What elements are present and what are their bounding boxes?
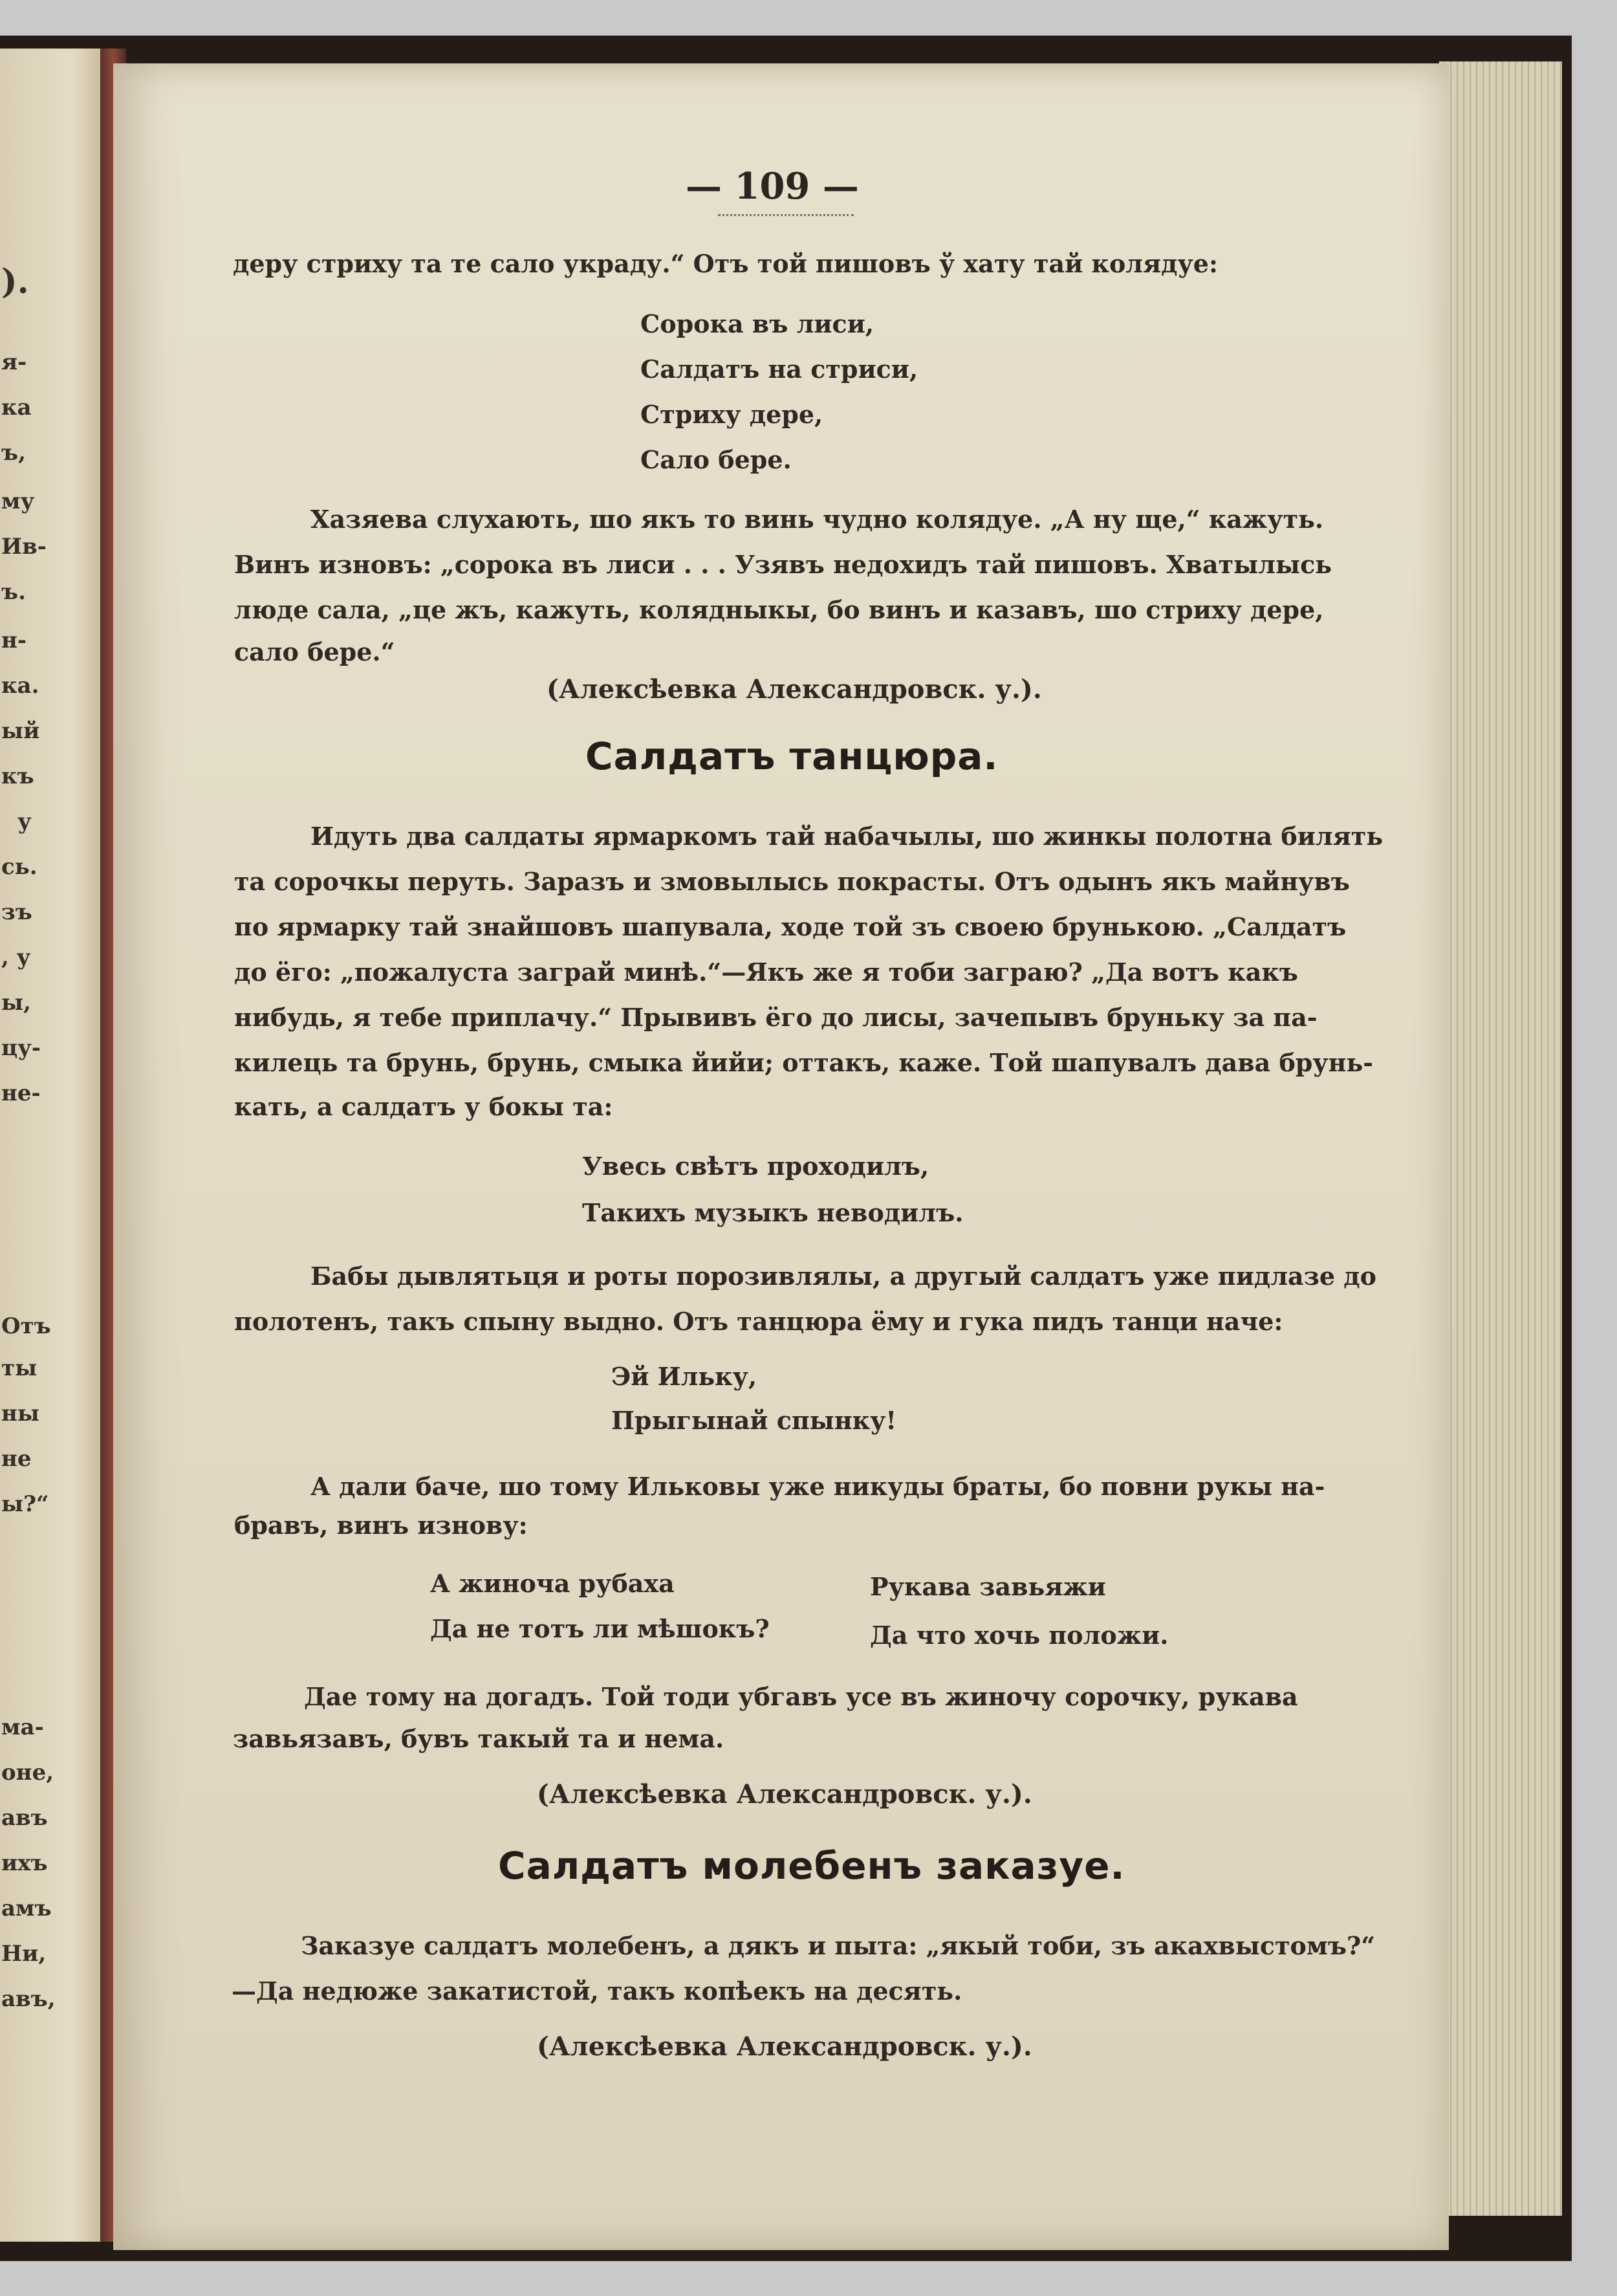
left-page-fragment: ны bbox=[1, 1401, 39, 1427]
verse-line: Рукава завьяжи bbox=[870, 1572, 1106, 1601]
text-line: деру стриху та те сало украду.“ Отъ той пишовъ ў хату тай колядуе: bbox=[233, 249, 1219, 278]
source-citation: (Алексѣевка Александровск. у.). bbox=[537, 1779, 1032, 1809]
text-line: нибудь, я тебе приплачу.“ Прывивъ ёго до лисы, зачепывъ бруньку за па- bbox=[234, 1003, 1318, 1032]
left-page-fragment: у bbox=[17, 809, 32, 835]
page-number: — 109 — bbox=[686, 165, 859, 208]
left-page-fragment: ъ, bbox=[1, 440, 26, 466]
text-line: полотенъ, такъ спыну выдно. Отъ танцюра ёму и гука пидъ танци наче: bbox=[234, 1307, 1283, 1336]
text-line: бравъ, винъ изнову: bbox=[234, 1511, 528, 1540]
source-citation: (Алексѣевка Александровск. у.). bbox=[547, 674, 1042, 705]
text-line: люде сала, „це жъ, кажуть, колядныкы, бо винъ и казавъ, шо стриху дере, bbox=[234, 595, 1324, 624]
left-page-fragment: авъ bbox=[1, 1805, 48, 1831]
left-page-fragment: ма- bbox=[1, 1714, 44, 1740]
left-page-fragment: не bbox=[1, 1446, 32, 1472]
text-line: по ярмарку тай знайшовъ шапувала, ходе той зъ своею брунькою. „Салдатъ bbox=[234, 912, 1347, 941]
left-page-fragment: ка bbox=[1, 395, 32, 421]
page-number-rule bbox=[718, 210, 854, 216]
verse-line: Да что хочь положи. bbox=[870, 1621, 1169, 1650]
left-page-fragment: ъ. bbox=[1, 579, 26, 605]
text-line: —Да недюже закатистой, такъ копѣекъ на десять. bbox=[232, 1976, 962, 2006]
text-line: Идуть два салдаты ярмаркомъ тай набачылы, шо жинкы полотна билять bbox=[310, 822, 1384, 851]
text-line: Дае тому на догадъ. Той тоди убгавъ усе въ жиночу сорочку, рукава bbox=[304, 1682, 1298, 1711]
verse-line: Сорока въ лиси, bbox=[640, 309, 874, 338]
text-line: Заказуе салдатъ молебенъ, а дякъ и пыта: „якый тоби, зъ акахвыстомъ?“ bbox=[301, 1931, 1376, 1960]
left-page-fragment: зъ bbox=[1, 899, 32, 925]
source-citation: (Алексѣевка Александровск. у.). bbox=[537, 2031, 1032, 2062]
text-line: Винъ изновъ: „сорока въ лиси . . . Узявъ недохидъ тай пишовъ. Хватылысь bbox=[234, 550, 1332, 579]
left-page-fragment: цу- bbox=[1, 1035, 41, 1061]
verse-line: Такихъ музыкъ неводилъ. bbox=[582, 1198, 964, 1227]
section-heading: Салдатъ танцюра. bbox=[585, 734, 999, 778]
left-page-fragment: ихъ bbox=[1, 1850, 48, 1876]
text-line: сало бере.“ bbox=[234, 637, 395, 666]
left-page-fragment: ый bbox=[1, 718, 40, 744]
verse-line: Да не тотъ ли мѣшокъ? bbox=[430, 1614, 770, 1643]
verse-line: Прыгынай спынку! bbox=[611, 1406, 897, 1435]
left-page-fragment: оне, bbox=[1, 1760, 54, 1786]
left-page-fragment: сь. bbox=[1, 854, 38, 880]
verse-line: Увесь свѣтъ проходилъ, bbox=[582, 1152, 929, 1181]
verse-line: Стриху дере, bbox=[640, 400, 823, 429]
text-line: та сорочкы перуть. Заразъ и змовылысь покрасты. Отъ одынъ якъ майнувъ bbox=[234, 867, 1350, 896]
text-line: Бабы дывлятьця и роты порозивлялы, а другый салдатъ уже пидлазе до bbox=[310, 1262, 1376, 1291]
left-page-fragment: му bbox=[1, 488, 35, 514]
left-page-fragment: ка. bbox=[1, 673, 39, 699]
left-page-fragment: ). bbox=[1, 262, 29, 301]
left-page-fragment: Ив- bbox=[1, 534, 47, 560]
left-page-fragment: Отъ bbox=[1, 1313, 51, 1339]
left-page-fragment: амъ bbox=[1, 1896, 52, 1921]
left-page-fragment: н- bbox=[1, 628, 27, 653]
verse-line: А жиноча рубаха bbox=[430, 1569, 675, 1598]
left-page-fragment: авъ, bbox=[1, 1986, 56, 2012]
text-line: до ёго: „пожалуста заграй минѣ.“—Якъ же я тоби заграю? „Да вотъ какъ bbox=[234, 957, 1298, 987]
page-edges bbox=[1439, 61, 1562, 2216]
verse-line: Эй Ильку, bbox=[611, 1362, 757, 1391]
text-line: А дали баче, шо тому Ильковы уже никуды браты, бо повни рукы на- bbox=[310, 1472, 1325, 1501]
left-page-fragment: ты bbox=[1, 1355, 38, 1381]
section-heading: Салдатъ молебенъ заказуе. bbox=[498, 1844, 1125, 1888]
verse-line: Сало бере. bbox=[640, 445, 792, 474]
text-line: килець та брунь, брунь, смыка йийи; оттакъ, каже. Той шапувалъ дава брунь- bbox=[234, 1048, 1374, 1077]
left-page-fragment: къ bbox=[1, 763, 34, 789]
text-line: завьязавъ, бувъ такый та и нема. bbox=[233, 1724, 724, 1753]
left-page-fragment: ы, bbox=[1, 990, 31, 1016]
verse-line: Салдатъ на стриси, bbox=[640, 355, 918, 384]
left-page-fragment: я- bbox=[1, 349, 27, 375]
text-line: кать, а салдатъ у бокы та: bbox=[234, 1092, 613, 1121]
left-page-fragment: Ни, bbox=[1, 1941, 47, 1967]
left-page-fragment: не- bbox=[1, 1080, 41, 1106]
left-page-fragment: , у bbox=[1, 945, 31, 970]
left-page-fragment: ы?“ bbox=[1, 1491, 49, 1517]
text-line: Хазяева слухають, шо якъ то винь чудно колядуе. „А ну ще,“ кажуть. bbox=[310, 505, 1324, 534]
